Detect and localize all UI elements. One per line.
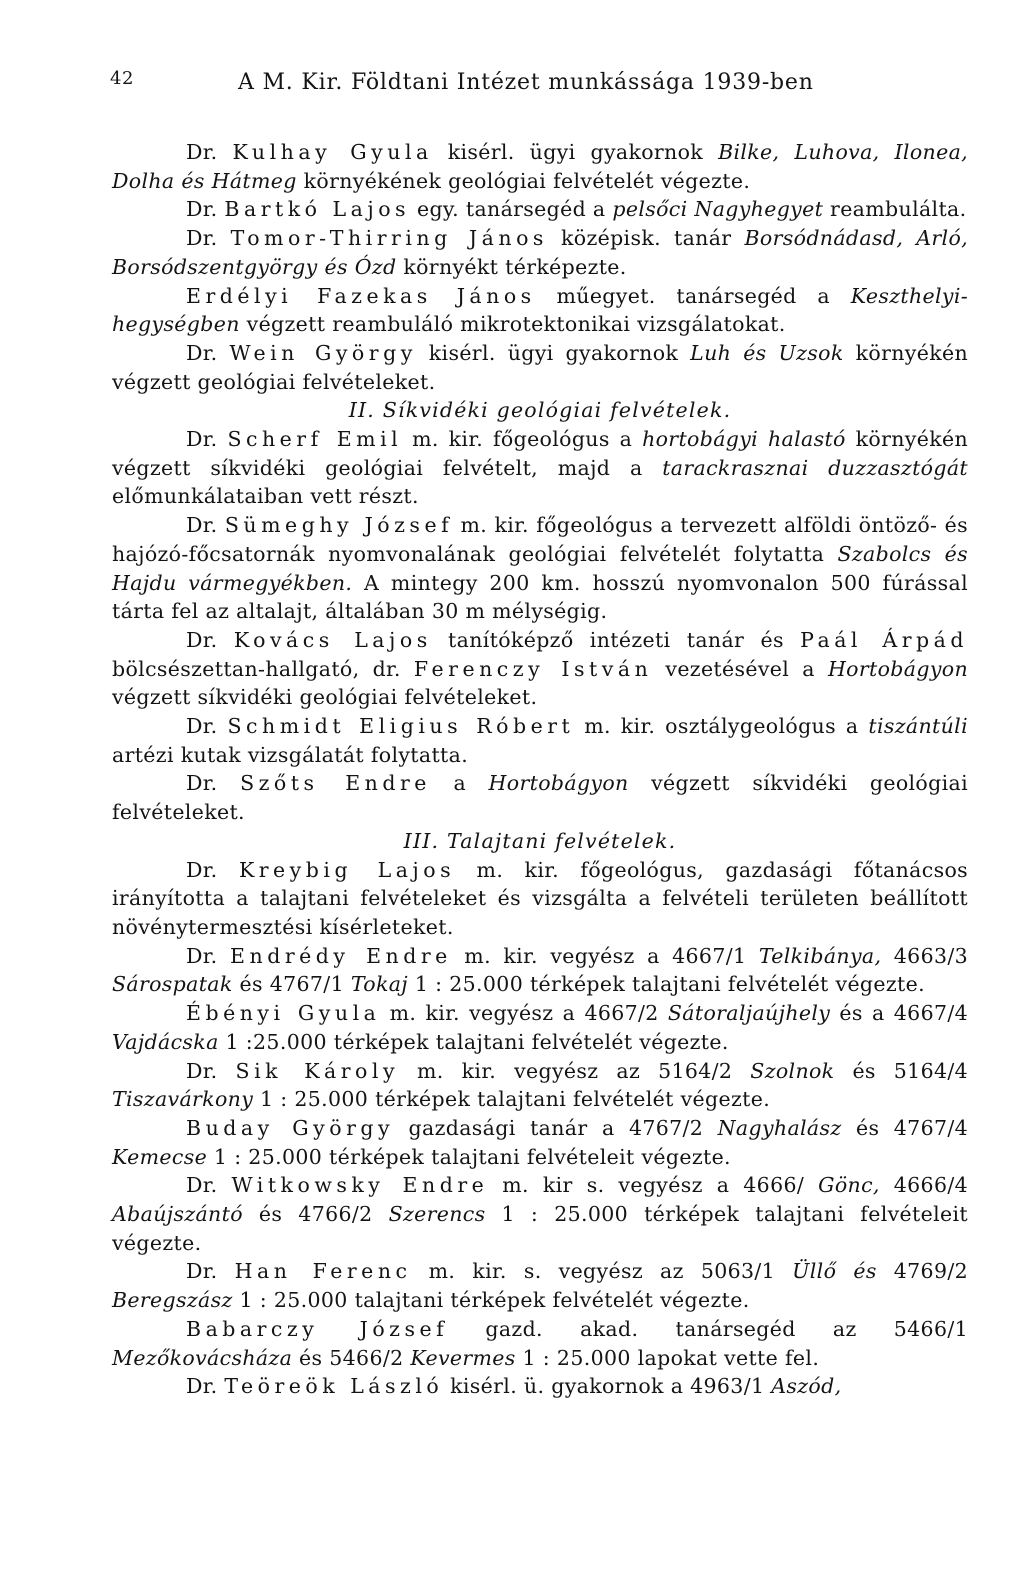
paragraph (112, 942, 968, 999)
text-run: Dr. (186, 943, 231, 968)
place-name: Telkibánya, (758, 943, 882, 968)
place-name: tarackrasznai duzzasztógát (662, 455, 968, 480)
text-run: és 5466/2 (292, 1345, 411, 1370)
text-run: Dr. (186, 1173, 232, 1198)
text-run: Dr. (186, 771, 241, 796)
place-name: Beregszász (112, 1288, 233, 1313)
place-name: Szabolcs és Hajdu vármegyékben. (112, 541, 968, 595)
text-run: végzett reambuláló mikrotektonikai vizsgálatokat. (239, 312, 786, 337)
paragraph (112, 856, 968, 942)
text-run: és a 4667/4 (830, 1001, 969, 1026)
paragraph (112, 511, 968, 626)
text-run: és 4766/2 (242, 1202, 389, 1227)
text-run: környékt térképezte. (396, 254, 627, 279)
place-name: Sárospatak (112, 972, 233, 997)
paragraph (112, 1057, 968, 1114)
text-run: m. kir. osztálygeológus a (574, 714, 869, 739)
text-run: gazd. akad. tanársegéd az 5466/1 (448, 1316, 968, 1341)
place-name: Luh és Uzsok (690, 340, 844, 365)
person-name: Erdélyi Fazekas János (186, 283, 536, 308)
text-run: artézi kutak vizsgálatát folytatta. (112, 742, 469, 767)
person-name: Sümeghy József (224, 513, 454, 538)
paragraph (112, 1114, 968, 1171)
text-run: gazdasági tanár a 4767/2 (394, 1115, 718, 1140)
text-run: 4769/2 (876, 1259, 968, 1284)
text-run: Dr. (186, 197, 225, 222)
page-body (112, 138, 968, 1401)
text-run: kisérl. ügyi gyakornok (416, 340, 691, 365)
text-run: egy. tanársegéd a (410, 197, 613, 222)
text-run: Dr. (186, 340, 230, 365)
place-name: pelsőci Nagyhegyet (612, 197, 824, 222)
text-run: Dr. (186, 226, 231, 251)
person-name: Wein György (229, 340, 417, 365)
paragraph (112, 1171, 968, 1257)
place-name: tiszántúli (868, 714, 968, 739)
text-run: a (430, 771, 489, 796)
text-run: 1 : 25.000 lapokat vette fel. (515, 1345, 820, 1370)
person-name: Han Ferenc (234, 1259, 412, 1284)
text-run: környékén végzett geológiai felvételeket. (112, 340, 969, 394)
text-run: végzett síkvidéki geológiai felvételeket. (112, 685, 538, 710)
person-name: Ébényi Gyula (186, 1001, 381, 1026)
text-run: és 4767/4 (841, 1115, 969, 1140)
place-name: Tokaj (350, 972, 409, 997)
person-name: Babarczy József (186, 1316, 449, 1341)
text-run: Dr. (186, 714, 228, 739)
text-run: műegyet. tanársegéd a (535, 283, 851, 308)
paragraph (112, 626, 968, 712)
text-run: Dr. (186, 513, 225, 538)
paragraph (112, 282, 968, 339)
text-run: Dr. (186, 1259, 235, 1284)
text-run: és 5164/4 (834, 1058, 969, 1083)
text-run: reambulálta. (823, 197, 967, 222)
section-heading: II. Síkvidéki geológiai felvételek. (348, 398, 732, 423)
person-name: Ferenczy István (413, 656, 653, 681)
text-run: végzett síkvidéki geológiai felvételeket. (112, 771, 968, 825)
place-name: Mezőkovácsháza (112, 1345, 293, 1370)
text-run: m. kir s. vegyész a 4666/ (488, 1173, 819, 1198)
text-run: 1 :25.000 térképek talajtani felvételét végezte. (218, 1029, 729, 1054)
paragraph (112, 1257, 968, 1314)
place-name: Borsódnádasd, Arló, Borsódszentgyörgy (112, 226, 969, 279)
place-name: Abaújszántó (112, 1202, 243, 1227)
paragraph (112, 999, 968, 1056)
paragraph (112, 712, 968, 769)
paragraph (112, 1372, 968, 1401)
place-name: Aszód, (771, 1374, 842, 1399)
place-name: Sátoraljaújhely (667, 1001, 831, 1026)
text-run: előmunkálataiban vett részt. (112, 484, 419, 509)
text-run: vezetésével a (652, 656, 828, 681)
text-run: Dr. (186, 140, 233, 164)
text-run: környékén végzett síkvidéki geológiai felvételt, majd a (112, 427, 968, 480)
page-header (110, 68, 850, 108)
place-name: Tiszavárkony (112, 1087, 254, 1112)
text-run: középisk. tanár (547, 226, 745, 251)
place-name: Üllő és (792, 1259, 877, 1284)
text-run: 1 : 25.000 térképek talajtani felvételét végezte. (253, 1087, 771, 1112)
text-run: 4666/4 (879, 1173, 968, 1198)
place-name: Nagyhalász (717, 1115, 842, 1140)
person-name: Scherf Emil (227, 427, 403, 452)
text-run: m. kir. főgeológus a (402, 427, 643, 452)
place-name: Keszthelyi-hegységben (112, 283, 969, 337)
text-run: A mintegy 200 km. hosszú nyomvonalon 500 fúrással tárta fel az altalajt, általában 30 m mélységig. (112, 570, 968, 624)
text-run: kisérl. ügyi gyakornok (432, 140, 719, 164)
person-name: Kulhay Gyula (232, 140, 433, 164)
paragraph (112, 769, 968, 826)
paragraph (112, 224, 968, 281)
place-name: Hortobágyon (827, 656, 968, 681)
text-run: m. kir. főgeológus a tervezett alföldi öntöző- és hajózó-főcsatornák nyomvonalának geológiai felvételét folytatta (112, 513, 968, 566)
text-run: m. kir. vegyész az 5164/2 (399, 1058, 751, 1083)
paragraph (112, 195, 968, 224)
text-run: m. kir. s. vegyész az 5063/1 (411, 1259, 793, 1284)
text-run: bölcsészettan-hallgató, dr. (112, 656, 414, 681)
place-name: Hortobágyon (488, 771, 629, 796)
text-run: 1 : 25.000 talajtani térképek felvételét végezte. (232, 1288, 750, 1313)
place-name: Bilke, Luhova, Ilonea, Dolha és Hátmeg (112, 140, 969, 193)
place-name: Kemecse (112, 1144, 208, 1169)
person-name: Paál Árpád (800, 627, 968, 652)
text-run: Dr. (186, 857, 239, 882)
text-run: 1 : 25.000 térképek talajtani felvételét végezte. (408, 972, 925, 997)
paragraph (112, 138, 968, 195)
text-run: és 4767/1 (232, 972, 351, 997)
person-name: Witkowsky Endre (231, 1173, 489, 1198)
text-run: Dr. (186, 427, 228, 452)
person-name: Buday György (186, 1115, 395, 1140)
text-run: Dr. (186, 627, 234, 652)
paragraph (112, 1315, 968, 1372)
person-name: Szőts Endre (240, 771, 431, 796)
person-name: Kovács Lajos (233, 627, 432, 652)
person-name: Endrédy Endre (230, 943, 452, 968)
text-run: Dr. (186, 1058, 236, 1083)
text-run: 4663/3 (881, 943, 969, 968)
person-name: Schmidt Eligius Róbert (227, 714, 575, 739)
place-name: Ózd (354, 254, 397, 279)
person-name: Tomor-Thirring János (230, 226, 548, 251)
text-run: m. kir. vegyész a 4667/1 (451, 943, 759, 968)
place-name: hortobágyi halastó (642, 427, 846, 452)
person-name: Kreybig Lajos (238, 857, 456, 882)
text-run: 1 : 25.000 térképek talajtani felvételeit végezte. (207, 1144, 731, 1169)
text-run: kisérl. ü. gyakornok a 4963/1 (443, 1374, 772, 1399)
person-name: Teöreök László (224, 1374, 444, 1399)
text-run: m. kir. vegyész a 4667/2 (380, 1001, 668, 1026)
paragraph (112, 425, 968, 511)
place-name: és (317, 254, 355, 279)
place-name: Szerencs (388, 1202, 486, 1227)
text-run: Dr. (186, 1374, 225, 1399)
person-name: Sik Károly (235, 1058, 400, 1083)
place-name: Kevermes (410, 1345, 516, 1370)
text-run: környékének geológiai felvételét végezte. (296, 168, 751, 193)
page-number: 42 (110, 68, 134, 89)
text-run: 1 : 25.000 térképek talajtani felvételeit végezte. (112, 1202, 968, 1255)
place-name: Szolnok (750, 1058, 835, 1083)
running-title: A M. Kir. Földtani Intézet munkássága 1939-ben (238, 70, 814, 95)
place-name: Gönc, (818, 1173, 880, 1198)
paragraph (112, 339, 968, 396)
section-heading: III. Talajtani felvételek. (403, 828, 677, 853)
text-run: m. kir. főgeológus, gazdasági főtanácsos irányította a talajtani felvételeket és vizsgálta a felvételi területen beállított növénytermesztési kísérleteket. (112, 857, 969, 939)
person-name: Bartkó Lajos (224, 197, 411, 222)
place-name: Vajdácska (112, 1029, 219, 1054)
text-run: tanítóképző intézeti tanár és (431, 627, 801, 652)
